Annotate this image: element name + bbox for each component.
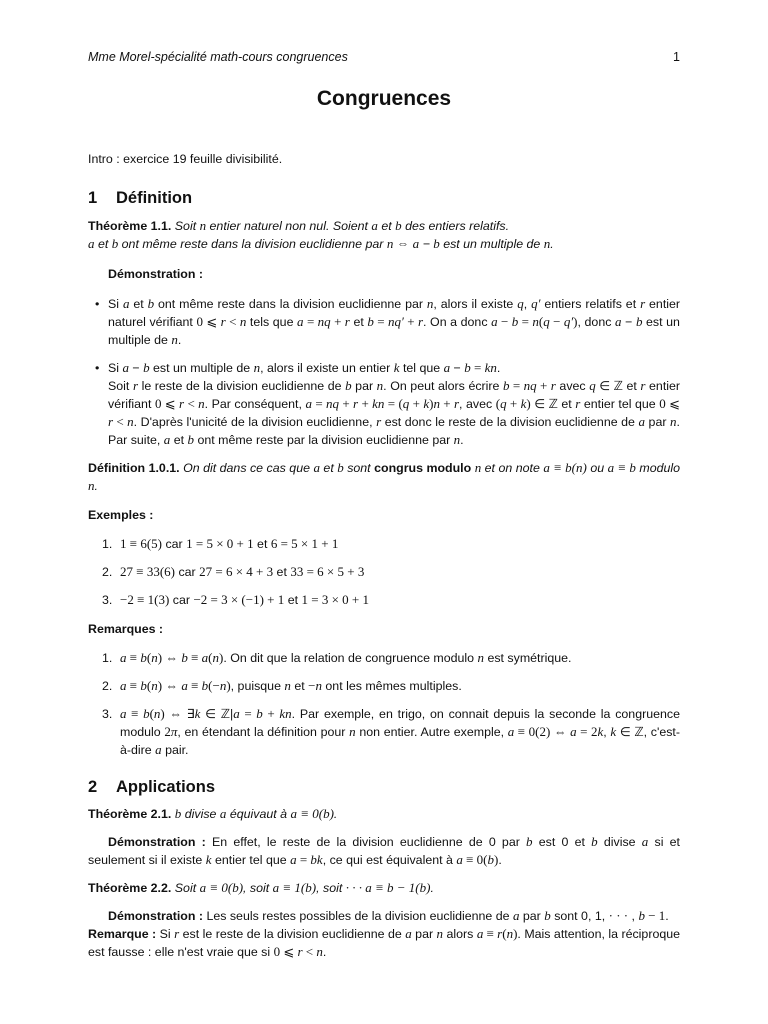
proof-bullet-1: • Si a et b ont même reste dans la division euclidienne par n, alors il existe q, q′ entiers relatifs et r entier naturel vérifiant 0 ⩽ r < n tels que a = nq + r et b = nq′ + r. On a donc a − b = n(q − q′), donc a − b est un multiple de n. <box>88 295 680 349</box>
intro-text: Intro : exercice 19 feuille divisibilité. <box>88 152 283 166</box>
proof-theorem-2-2: Démonstration : Les seuls restes possibles de la division euclidienne de a par b sont 0, 1, · · · , b − 1. <box>108 908 669 923</box>
example-2: 2. 27 ≡ 33(6) car 27 = 6 × 4 + 3 et 33 = 6 × 5 + 3 <box>102 564 365 579</box>
definition-1-0-1: Définition 1.0.1. On dit dans ce cas que a et b sont congrus modulo n et on note a ≡ b(n) ou a ≡ b modulo n. <box>88 460 681 493</box>
header-title: Mme Morel-spécialité math-cours congruences <box>88 50 348 64</box>
theorem-2-2: Théorème 2.2. Soit a ≡ 0(b), soit a ≡ 1(b), soit · · · a ≡ b − 1(b). <box>88 880 434 895</box>
proof-theorem-2-1: Démonstration : En effet, le reste de la division euclidienne de 0 par b est 0 et b divise a si et seulement si il existe k entier tel que a = bk, ce qui est équivalent à a ≡ 0(b). <box>88 834 680 867</box>
document-body <box>88 150 680 961</box>
example-1: 1. 1 ≡ 6(5) car 1 = 5 × 0 + 1 et 6 = 5 × 1 + 1 <box>102 536 339 551</box>
document-title: Congruences <box>316 87 452 110</box>
running-header <box>88 48 680 66</box>
remark-2: 2. a ≡ b(n) ⇔ a ≡ b(−n), puisque n et −n ont les mêmes multiples. <box>102 678 462 693</box>
final-remark: Remarque : Si r est le reste de la division euclidienne de a par n alors a ≡ r(n). Mais attention, la réciproque est fausse : elle n'est vraie que si 0 ⩽ r < n. <box>88 926 681 959</box>
theorem-2-1: Théorème 2.1. b divise a équivaut à a ≡ 0(b). <box>88 806 338 821</box>
section-heading-1: 1 Définition <box>88 189 193 207</box>
example-3: 3. −2 ≡ 1(3) car −2 = 3 × (−1) + 1 et 1 = 3 × 0 + 1 <box>102 592 369 607</box>
section-heading-2: 2 Applications <box>88 778 216 796</box>
remarks-label: Remarques : <box>88 622 164 636</box>
examples-label: Exemples : <box>88 508 154 522</box>
remark-3: 3. a ≡ b(n) ⇔ ∃k ∈ ℤ|a = b + kn. Par exemple, en trigo, on connait depuis la seconde la congruence modulo 2π, en étendant la définition pour n non entier. Autre exemple, a ≡ 0(2) ⇔ a = 2k, k ∈ ℤ, c'est-à-dire a pair. <box>102 706 680 757</box>
remark-1: 1. a ≡ b(n) ⇔ b ≡ a(n). On dit que la relation de congruence modulo n est symétrique. <box>102 650 572 665</box>
demonstration-label: Démonstration : <box>108 267 203 281</box>
theorem-1-1: Théorème 1.1. Soit n entier naturel non nul. Soient a et b des entiers relatifs. a et b ont même reste dans la division euclidienne par n ⇔ a − b est un multiple de n. <box>88 218 554 251</box>
proof-bullet-2: • Si a − b est un multiple de n, alors il existe un entier k tel que a − b = kn. Soit r le reste de la division euclidienne de b par n. On peut alors écrire b = nq + r avec q ∈ ℤ et r entier vérifiant 0 ⩽ r < n. Par conséquent, a = nq + r + kn = (q + k)n + r, avec (q + k) ∈ ℤ et r entier tel que 0 ⩽ r < n. D'après l'unicité de la division euclidienne, r est donc le reste de la division euclidienne de a par n. Par suite, a et b ont même reste par la division euclidienne par n. <box>88 359 680 449</box>
page-number: 1 <box>673 50 680 64</box>
